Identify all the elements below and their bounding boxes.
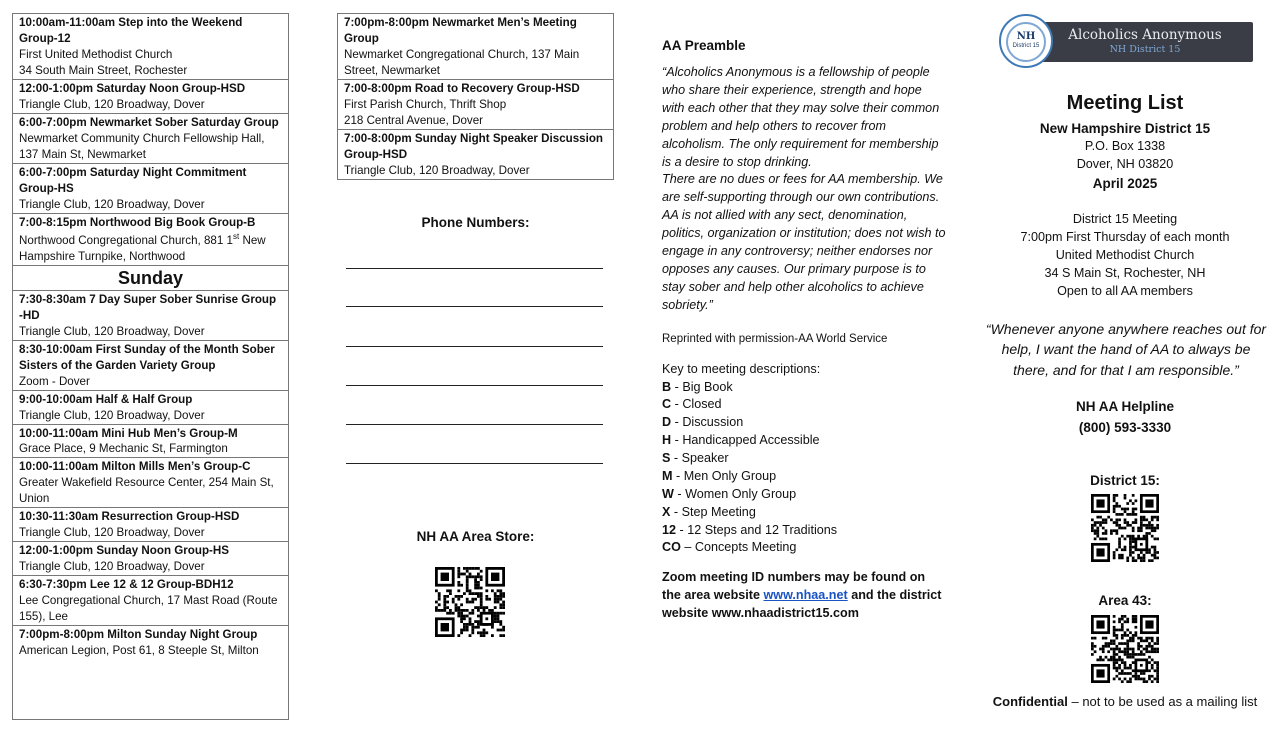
aa-district-logo [999,14,1255,64]
meeting-time-title: 10:30-11:30am Resurrection Group-HSD [19,510,240,524]
area-store-title: NH AA Area Store: [416,529,535,544]
meeting-location: Triangle Club, 120 Broadway, Dover [19,197,205,211]
key-sep: - [670,451,682,466]
meeting-location: Greater Wakefield Resource Center, 254 Main St, Union [19,476,274,506]
key-title: Key to meeting descriptions: [662,361,821,376]
district-meeting-line: 34 S Main St, Rochester, NH [1044,265,1206,280]
meeting-time-title: 12:00-1:00pm Saturday Noon Group-HSD [19,81,246,95]
preamble-heading: AA Preamble [662,38,746,53]
logo-district: NH District 15 [1109,44,1181,55]
meeting-entry [13,291,288,341]
district-meeting-line: United Methodist Church [1055,247,1195,262]
meeting-entry [13,114,288,164]
key-desc: Handicapped Accessible [682,433,820,448]
meeting-location: Triangle Club, 120 Broadway, Dover [19,324,205,338]
meeting-time-title: 6:00-7:00pm Newmarket Sober Saturday Group [19,115,279,129]
key-code: B [662,379,672,394]
meeting-entry [338,14,613,80]
confidential-notice [978,693,1272,711]
confidential-label: Confidential [992,694,1068,709]
saturday-sunday-meeting-table [12,13,289,720]
key-code: S [662,451,671,466]
key-desc: Speaker [681,451,729,466]
list-date: April 2025 [1092,175,1158,191]
key-code: 12 [662,522,677,537]
meeting-location: Zoom - Dover [19,374,90,388]
key-sep: - [670,504,682,519]
meeting-entry [13,214,288,266]
meeting-entry [13,164,288,214]
emblem-nh: NH [1016,31,1036,42]
zoom-info-post: and the district website www.nhaadistrict15.com [662,588,942,621]
meeting-location: Triangle Club, 120 Broadway, Dover [19,408,205,422]
nhaa-link[interactable]: www.nhaa.net [763,588,848,603]
meeting-time-title: 10:00-11:00am Milton Mills Men’s Group-C [19,460,251,474]
meeting-entry [13,341,288,391]
meeting-location: Newmarket Congregational Church, 137 Main Street, Newmarket [344,47,580,77]
org-name: New Hampshire District 15 [1039,121,1211,136]
area-qr-code[interactable] [1091,615,1159,683]
meeting-location: Grace Place, 9 Mechanic St, Farmington [19,442,228,456]
reprint-notice: Reprinted with permission-AA World Service [662,333,888,346]
helpline-number[interactable]: (800) 593-3330 [1078,420,1172,435]
aa-emblem-icon [999,14,1053,68]
key-code: W [662,486,674,501]
phone-line [346,463,603,464]
meeting-location: First Parish Church, Thrift Shop 218 Central Avenue, Dover [344,97,507,127]
meeting-time-title: 10:00am-11:00am Step into the Weekend Group-12 [19,16,243,45]
key-sep: - [673,486,686,501]
phone-line [346,424,603,425]
key-row [662,450,947,468]
meeting-entry [13,626,288,659]
location-part: Northwood Congregational Church, 881 1 [19,233,233,247]
meeting-location: Triangle Club, 120 Broadway, Dover [344,163,530,177]
meeting-entry [338,130,613,179]
key-row [662,504,947,522]
meeting-location: Triangle Club, 120 Broadway, Dover [19,97,205,111]
key-desc: Men Only Group [683,468,777,483]
district-meeting-info [978,211,1272,300]
phone-numbers-title: Phone Numbers: [421,215,530,230]
key-code: M [662,468,673,483]
key-desc: Women Only Group [685,486,797,501]
key-code: X [662,504,671,519]
meeting-time-title: 7:00-8:00pm Road to Recovery Group-HSD [344,81,580,95]
key-code: H [662,433,672,448]
phone-line [346,306,603,307]
saturday-meetings [13,14,288,266]
meeting-entry [13,391,288,425]
zoom-info [662,569,947,623]
key-sep: - [671,397,683,412]
key-desc: Concepts Meeting [694,540,797,555]
city: Dover, NH 03820 [1076,157,1174,172]
po-box: P.O. Box 1338 [1084,139,1166,154]
meeting-time-title: 7:00pm-8:00pm Milton Sunday Night Group [19,628,258,642]
key-code: D [662,415,672,430]
area-qr-label: Area 43: [1098,593,1152,608]
phone-line [346,385,603,386]
key-sep: - [671,379,683,394]
meeting-time-title: 10:00-11:00am Mini Hub Men’s Group-M [19,426,238,440]
key-row [662,468,947,486]
responsibility-quote: “Whenever anyone anywhere reaches out for help, I want the hand of AA to always be there, and for that I am responsible.” [985,321,1267,378]
district-meeting-line: District 15 Meeting [1072,212,1178,226]
meeting-time-title: 7:00pm-8:00pm Newmarket Men’s Meeting Group [344,16,577,45]
org-block [978,119,1272,193]
key-row [662,432,947,450]
meeting-time-title: 7:30-8:30am 7 Day Super Sober Sunrise Group -HD [19,292,277,322]
meeting-location: Triangle Club, 120 Broadway, Dover [19,560,205,574]
key-sep: - [671,415,683,430]
key-code: C [662,397,672,412]
district-meeting-line: 7:00pm First Thursday of each month [1020,229,1230,244]
key-sep: - [676,522,688,537]
meeting-location: Newmarket Community Church Fellowship Hall, 137 Main St, Newmarket [19,131,265,161]
key-sep: – [680,540,695,555]
meeting-entry [13,14,288,80]
location-sup: st [232,231,240,241]
logo-name: Alcoholics Anonymous [1068,27,1222,43]
meeting-entry [13,425,288,459]
sunday-meetings [13,291,288,660]
meeting-time-title: 8:30-10:00am First Sunday of the Month Sober Sisters of the Garden Variety Group [19,342,275,372]
meeting-time-title: 9:00-10:00am Half & Half Group [19,392,193,406]
emblem-district: District 15 [1012,43,1040,49]
zoom-info-pre: Zoom meeting ID numbers may be found on the area website [662,570,926,603]
meeting-location: American Legion, Post 61, 8 Steeple St, Milton [19,644,259,658]
key-desc: Step Meeting [681,504,756,519]
meeting-entry [13,542,288,576]
meeting-location: Triangle Club, 120 Broadway, Dover [19,526,205,540]
meeting-location [19,231,282,265]
logo-banner [1037,22,1253,62]
meeting-entry [13,576,288,626]
store-qr-code[interactable] [435,567,505,637]
helpline-label: NH AA Helpline [1075,399,1174,414]
key-sep: - [672,468,684,483]
meeting-location: Lee Congregational Church, 17 Mast Road (Route 155), Lee [19,594,278,624]
key-sep: - [671,433,683,448]
district-meeting-line: Open to all AA members [1057,283,1193,298]
meeting-time-title: 7:00-8:00pm Sunday Night Speaker Discussion Group-HSD [344,131,604,161]
district-qr-label: District 15: [1090,473,1160,488]
meeting-time-title: 7:00-8:15pm Northwood Big Book Group-B [19,215,256,229]
meeting-entry [338,80,613,130]
meeting-location: First United Methodist Church 34 South Main Street, Rochester [19,47,188,77]
key-desc: Discussion [682,415,744,430]
key-desc: 12 Steps and 12 Traditions [687,522,838,537]
key-row [662,379,947,397]
meeting-list-title: Meeting List [1066,92,1184,114]
meeting-entry [13,508,288,542]
key-code: CO [662,540,681,555]
key-row [662,539,947,557]
meeting-time-title: 6:30-7:30pm Lee 12 & 12 Group-BDH12 [19,578,234,592]
preamble-text: “Alcoholics Anonymous is a fellowship of people who share their experience, strength and hope with each other that they may solve their common problem and help others to recover from alcoholism. The only requirement for membership is a desire to stop drinking. There are no dues or fees for AA membership. We are self-supporting through our own contributions. AA is not allied with any sect, denomination, politics, organization or institution; does not wish to engage in any controversy; neither endorses nor opposes any causes. Our primary purpose is to stay sober and help other alcoholics to achieve sobriety.” [662,65,946,312]
meeting-entry [13,458,288,508]
key-row [662,486,947,504]
preamble-column [662,36,947,623]
key-row [662,396,947,414]
phone-line [346,268,603,269]
key-row [662,522,947,540]
phone-line [346,346,603,347]
meeting-entry [13,80,288,114]
key-desc: Big Book [682,379,733,394]
location-part: New Hampshire Turnpike, Northwood [19,233,266,263]
confidential-text: – not to be used as a mailing list [1067,694,1258,709]
key-list [662,379,947,558]
sunday-meetings-continued [337,13,614,180]
meeting-time-title: 12:00-1:00pm Sunday Noon Group-HS [19,544,230,558]
meeting-time-title: 6:00-7:00pm Saturday Night Commitment Group-HS [19,165,247,195]
key-desc: Closed [682,397,722,412]
district-qr-code[interactable] [1091,494,1159,562]
sunday-heading: Sunday [13,266,288,291]
key-row [662,414,947,432]
